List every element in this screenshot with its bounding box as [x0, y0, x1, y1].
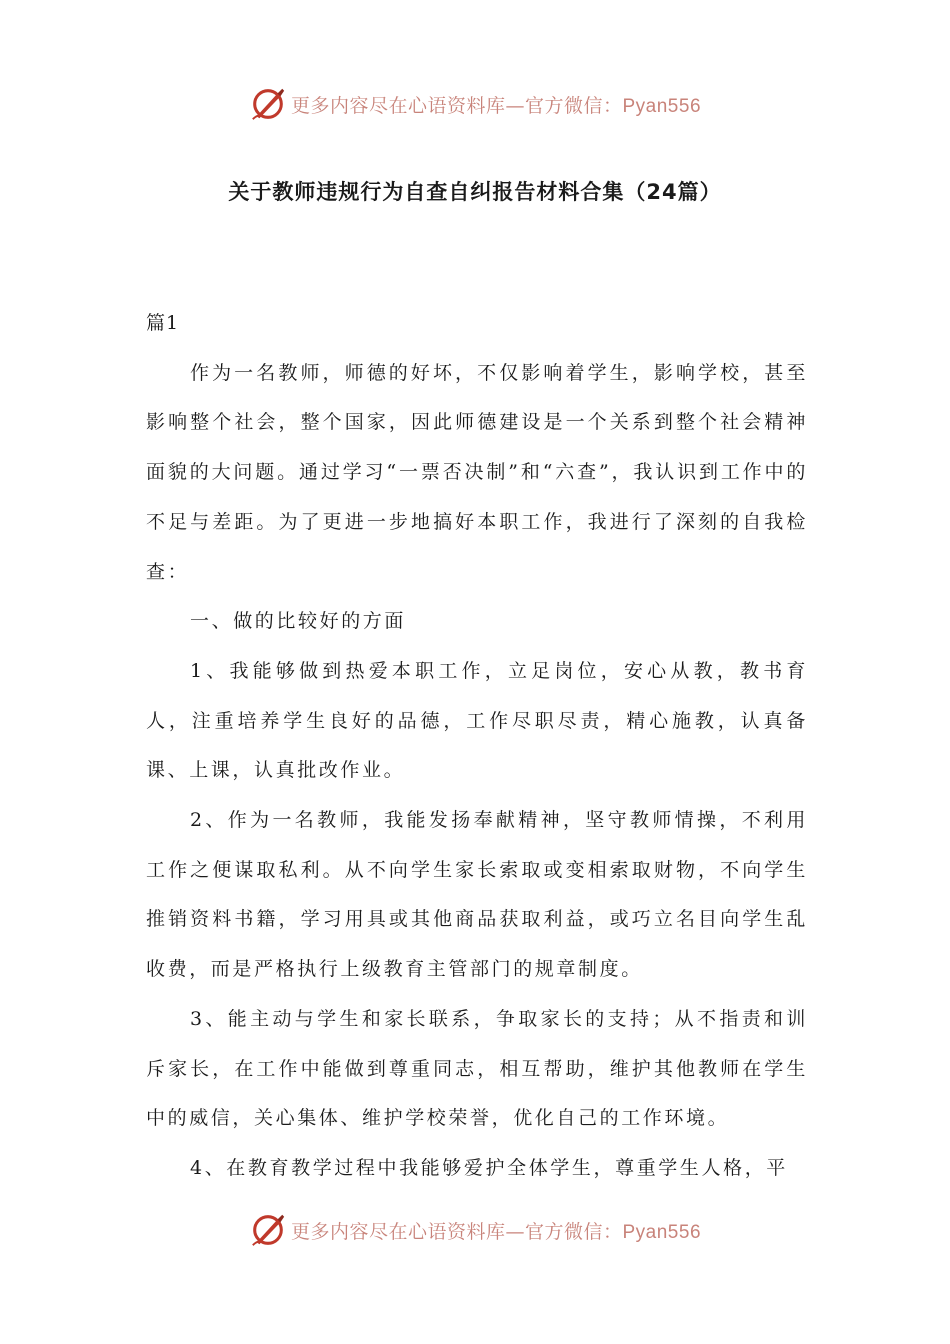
wechat-id: Pyan556 — [622, 95, 702, 117]
paragraph-intro: 作为一名教师，师德的好坏，不仅影响着学生，影响学校，甚至影响整个社会，整个国家，因此师德建设是一个关系到整个社会精神面貌的大问题。通过学习“一票否决制”和“六查”，我认识到工作中的不足与差距。为了更进一步地搞好本职工作，我进行了深刻的自我检查： — [146, 361, 808, 583]
pen-logo-icon — [249, 1211, 287, 1249]
wechat-id: Pyan556 — [622, 1221, 702, 1243]
section-label: 篇1 — [146, 312, 180, 334]
footer-banner — [0, 1208, 950, 1252]
paragraph-item-3: 3、能主动与学生和家长联系，争取家长的支持；从不指责和训斥家长，在工作中能做到尊重同志，相互帮助，维护其他教师在学生中的威信，关心集体、维护学校荣誉，优化自己的工作环境。 — [146, 1007, 808, 1130]
header-banner — [0, 82, 950, 126]
paragraph-item-1: 1、我能够做到热爱本职工作，立足岗位，安心从教，教书育人，注重培养学生良好的品德，工作尽职尽责，精心施教，认真备课、上课，认真批改作业。 — [146, 659, 808, 782]
paragraph-item-2: 2、作为一名教师，我能发扬奉献精神，坚守教师情操，不利用工作之便谋取私利。从不向学生家长索取或变相索取财物，不向学生推销资料书籍，学习用具或其他商品获取利益，或巧立名目向学生乱收费，而是严格执行上级教育主管部门的规章制度。 — [146, 809, 808, 981]
document-body — [146, 299, 808, 1194]
document-title: 关于教师违规行为自查自纠报告材料合集（24篇） — [228, 180, 722, 204]
banner-text: 更多内容尽在心语资料库—官方微信：Pyan556 — [290, 94, 702, 117]
subheading: 一、做的比较好的方面 — [190, 610, 407, 633]
banner-text: 更多内容尽在心语资料库—官方微信：Pyan556 — [290, 1220, 702, 1243]
pen-logo-icon — [249, 85, 287, 123]
paragraph-item-4: 4、在教育教学过程中我能够爱护全体学生，尊重学生人格，平 — [190, 1156, 788, 1179]
